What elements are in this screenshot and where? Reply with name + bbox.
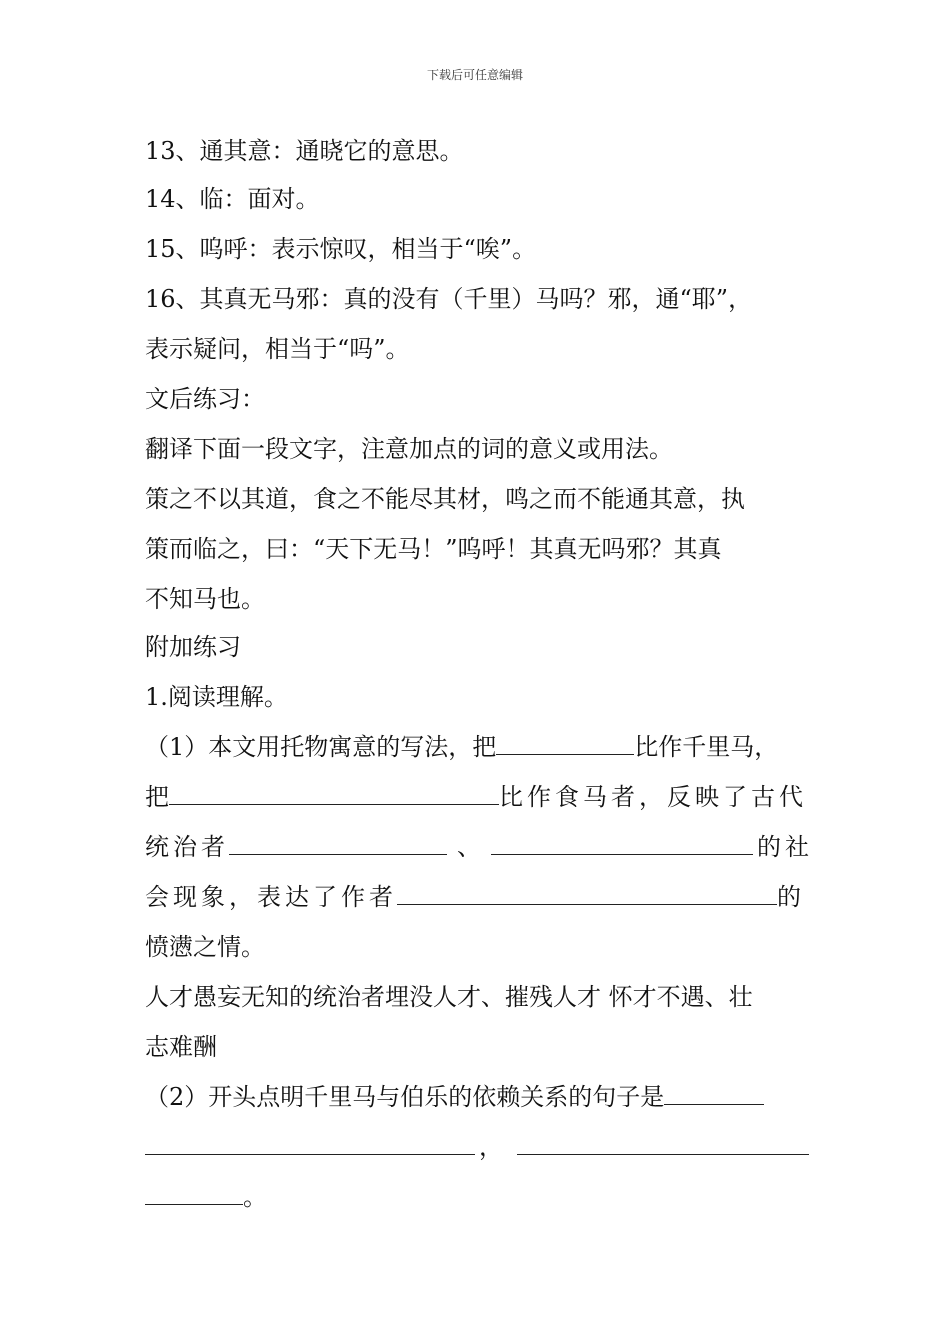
question-text: 比作千里马， bbox=[634, 733, 779, 761]
answer-blank[interactable] bbox=[169, 784, 499, 805]
passage-line: 策之不以其道，食之不能尽其材，鸣之而不能通其意，执 bbox=[145, 485, 745, 513]
question-line bbox=[145, 1182, 267, 1212]
section-heading: 附加练习 bbox=[145, 633, 241, 661]
text-line: 愤懑之情。 bbox=[145, 933, 265, 961]
passage-line: 策而临之，曰：“天下无马！”呜呼！其真无吗邪？其真 bbox=[145, 535, 722, 563]
answer-blank[interactable] bbox=[229, 834, 447, 855]
question-text: ， bbox=[479, 1133, 503, 1161]
question-line bbox=[145, 732, 778, 762]
question-text: 。 bbox=[243, 1183, 267, 1211]
text-line: 14、临：面对。 bbox=[145, 185, 320, 213]
answer-text: 人才愚妄无知的统治者埋没人才、摧残人才 怀才不遇、壮 bbox=[145, 983, 753, 1011]
section-heading: 文后练习： bbox=[145, 385, 265, 413]
question-line bbox=[145, 1132, 809, 1162]
instruction-text: 翻译下面一段文字，注意加点的词的意义或用法。 bbox=[145, 435, 673, 463]
question-text: 的社 bbox=[757, 833, 813, 861]
answer-blank[interactable] bbox=[491, 834, 753, 855]
question-line bbox=[145, 832, 813, 862]
question-line bbox=[145, 1082, 764, 1112]
text-line: 15、呜呼：表示惊叹，相当于“唉”。 bbox=[145, 235, 537, 263]
question-text: 把 bbox=[145, 783, 169, 811]
question-text: （2）开头点明千里马与伯乐的依赖关系的句子是 bbox=[145, 1083, 665, 1111]
question-text: 比作食马者，反映了古代 bbox=[499, 783, 807, 811]
page-header: 下载后可任意编辑 bbox=[426, 68, 523, 82]
answer-text: 志难酬 bbox=[145, 1033, 217, 1061]
question-text: 统治者 bbox=[145, 833, 229, 861]
text-line: 16、其真无马邪：真的没有（千里）马吗？邪，通“耶”， bbox=[145, 285, 753, 313]
answer-blank[interactable] bbox=[145, 1184, 243, 1205]
question-line bbox=[145, 782, 807, 812]
question-text: 会现象，表达了作者 bbox=[145, 883, 397, 911]
question-line bbox=[145, 882, 801, 912]
passage-line: 不知马也。 bbox=[145, 585, 265, 613]
question-text: （1）本文用托物寓意的写法，把 bbox=[145, 733, 497, 761]
question-heading: 1.阅读理解。 bbox=[145, 683, 288, 711]
answer-blank[interactable] bbox=[664, 1084, 764, 1105]
answer-blank[interactable] bbox=[145, 1134, 475, 1155]
answer-blank[interactable] bbox=[517, 1134, 809, 1155]
text-line: 13、通其意：通晓它的意思。 bbox=[145, 137, 464, 165]
answer-blank[interactable] bbox=[496, 734, 634, 755]
question-text: 、 bbox=[457, 833, 481, 861]
question-text: 的 bbox=[777, 883, 801, 911]
answer-blank[interactable] bbox=[397, 884, 777, 905]
text-line: 表示疑问，相当于“吗”。 bbox=[145, 335, 410, 363]
